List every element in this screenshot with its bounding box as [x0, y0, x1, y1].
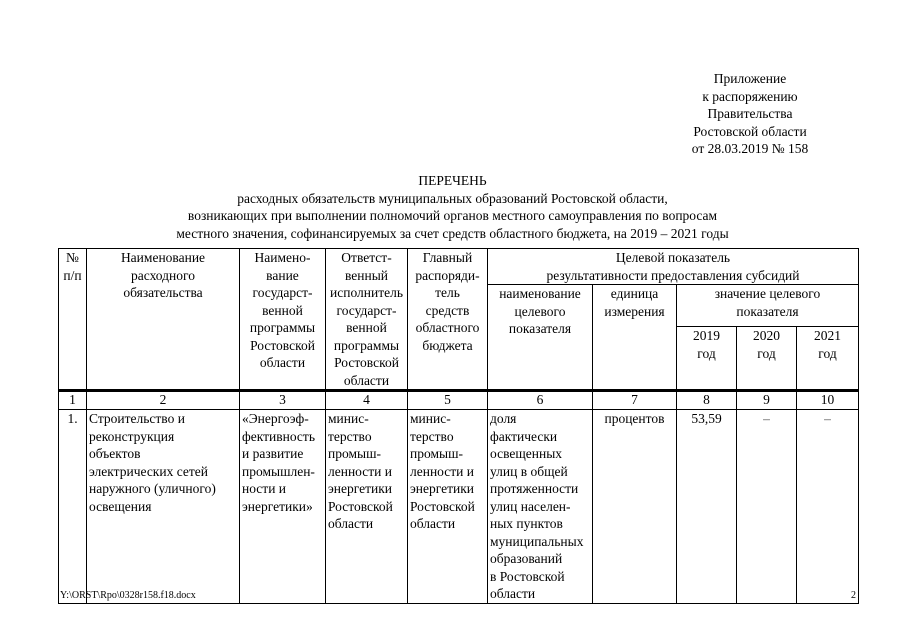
- header-2021: [797, 327, 859, 390]
- row-executor: [326, 410, 408, 604]
- document-subtitle: [120, 190, 785, 243]
- cell-line: расходного: [131, 267, 195, 283]
- cell-line: Ростовской: [250, 337, 315, 353]
- cell-line: освещения: [89, 498, 152, 514]
- approval-block: [640, 70, 860, 158]
- header-unit: [593, 285, 677, 390]
- column-number: 2: [87, 391, 240, 410]
- cell-line: улиц в общей: [490, 463, 568, 479]
- column-number: 10: [797, 391, 859, 410]
- cell-line: государст-: [252, 285, 313, 300]
- header-obligation: [87, 249, 240, 390]
- table-row: [59, 410, 859, 604]
- cell-line: реконструкция: [89, 428, 175, 444]
- cell-line: фективность: [242, 428, 315, 444]
- cell-line: исполнитель: [330, 285, 403, 300]
- cell-line: в Ростовской: [490, 568, 565, 584]
- obligations-table: [58, 248, 859, 604]
- column-number: 1: [59, 391, 87, 410]
- cell-line: программы: [333, 337, 400, 353]
- cell-line: фактически: [490, 428, 558, 444]
- cell-line: Целевой показатель: [615, 250, 731, 265]
- approval-line: от 28.03.2019 № 158: [691, 141, 809, 156]
- cell-line: области: [410, 516, 456, 531]
- header-manager: [408, 249, 488, 390]
- cell-line: венной: [346, 320, 387, 335]
- cell-line: электрических сетей: [89, 463, 208, 479]
- cell-line: Ответст-: [341, 250, 392, 265]
- approval-line: Ростовской области: [693, 123, 807, 139]
- cell-line: показателя: [736, 303, 799, 319]
- cell-line: обязательства: [123, 285, 203, 300]
- header-2020: [737, 327, 797, 390]
- cell-line: значение целевого: [714, 286, 821, 301]
- cell-line: Наимено-: [254, 250, 311, 265]
- column-numbers-row: [59, 391, 859, 410]
- row-indicator: [488, 410, 593, 604]
- cell-line: 2021: [814, 328, 841, 343]
- cell-line: области: [328, 516, 374, 531]
- subtitle-line: местного значения, софинансируемых за счет средств областного бюджета, на 2019 – 2021 годы: [176, 225, 729, 241]
- cell-line: программы: [249, 320, 316, 335]
- cell-line: ных пунктов: [490, 516, 563, 531]
- footer-file-path: Y:\ORST\Rpo\0328r158.f18.docx: [60, 590, 196, 601]
- cell-line: тель: [435, 285, 460, 300]
- subtitle-line: возникающих при выполнении полномочий органов местного самоуправления по вопросам: [187, 208, 718, 223]
- header-target-group: [488, 249, 859, 285]
- cell-line: результативности предоставления субсидий: [546, 267, 800, 283]
- cell-line: муниципальных: [490, 533, 584, 549]
- column-number: 7: [593, 391, 677, 410]
- document-heading: ПЕРЕЧЕНЬ: [418, 173, 487, 188]
- document-title-block: [120, 172, 785, 242]
- cell-line: образований: [490, 551, 563, 566]
- row-manager: [408, 410, 488, 604]
- column-number: 6: [488, 391, 593, 410]
- header-program: [240, 249, 326, 390]
- header-value-group: [677, 285, 859, 327]
- cell-line: и развитие: [242, 446, 304, 461]
- cell-line: год: [697, 345, 716, 361]
- cell-line: целевого: [514, 303, 566, 319]
- column-number: 9: [737, 391, 797, 410]
- cell-line: Строительство и: [89, 411, 185, 426]
- row-value-2020: –: [737, 410, 797, 604]
- cell-line: бюджета: [422, 337, 473, 353]
- cell-line: области: [259, 355, 306, 370]
- cell-line: «Энергоэф-: [242, 411, 309, 426]
- column-number: 8: [677, 391, 737, 410]
- row-program: [240, 410, 326, 604]
- cell-line: энергетики»: [242, 498, 313, 514]
- cell-line: ности и: [242, 481, 287, 496]
- cell-line: промышлен-: [242, 463, 315, 479]
- cell-line: Наименование: [120, 250, 206, 265]
- cell-line: год: [818, 345, 837, 361]
- header-row-1: [59, 249, 859, 285]
- cell-line: наименование: [499, 286, 581, 301]
- row-number: 1.: [59, 410, 87, 604]
- column-number: 4: [326, 391, 408, 410]
- cell-line: минис-: [410, 411, 451, 426]
- subtitle-line: расходных обязательств муниципальных образований Ростовской области,: [237, 190, 668, 206]
- approval-line: к распоряжению: [702, 88, 798, 104]
- cell-line: освещенных: [490, 446, 563, 461]
- cell-line: наружного (уличного): [89, 481, 216, 496]
- cell-line: единица: [610, 286, 659, 301]
- row-value-2021: –: [797, 410, 859, 604]
- cell-line: доля: [490, 411, 517, 426]
- cell-line: минис-: [328, 411, 369, 426]
- cell-line: терство: [410, 428, 454, 444]
- cell-line: терство: [328, 428, 372, 444]
- header-indicator-name: [488, 285, 593, 390]
- cell-line: Главный: [422, 250, 473, 265]
- cell-line: протяженности: [490, 481, 579, 496]
- cell-line: 2020: [753, 328, 780, 343]
- cell-line: промыш-: [410, 446, 463, 461]
- cell-line: 2019: [693, 328, 720, 343]
- cell-line: государст-: [336, 302, 397, 318]
- cell-line: объектов: [89, 446, 141, 461]
- cell-line: ленности и: [328, 463, 392, 479]
- header-2019: [677, 327, 737, 390]
- cell-line: области: [490, 586, 536, 601]
- header-no: [59, 249, 87, 390]
- cell-line: области: [343, 372, 390, 388]
- cell-line: улиц населен-: [490, 498, 571, 514]
- column-number: 3: [240, 391, 326, 410]
- cell-line: венный: [344, 267, 389, 283]
- approval-line: Правительства: [707, 106, 793, 121]
- row-value-2019: 53,59: [677, 410, 737, 604]
- header-executor: [326, 249, 408, 390]
- cell-line: Ростовской: [334, 355, 399, 370]
- cell-line: измерения: [604, 303, 665, 319]
- row-obligation: [87, 410, 240, 604]
- column-number: 5: [408, 391, 488, 410]
- cell-line: год: [757, 345, 776, 361]
- row-unit: процентов: [593, 410, 677, 604]
- cell-line: областного: [415, 320, 480, 335]
- approval-line: Приложение: [713, 71, 787, 86]
- cell-line: венной: [262, 302, 303, 318]
- cell-line: №: [66, 250, 79, 265]
- footer-page-number: 2: [851, 590, 856, 601]
- cell-line: энергетики: [328, 481, 393, 496]
- cell-line: вание: [266, 267, 299, 283]
- cell-line: Ростовской: [410, 498, 475, 514]
- cell-line: промыш-: [328, 446, 381, 461]
- cell-line: распоряди-: [415, 267, 480, 283]
- cell-line: ленности и: [410, 463, 474, 479]
- cell-line: показателя: [508, 321, 572, 336]
- cell-line: Ростовской: [328, 498, 393, 514]
- cell-line: средств: [425, 302, 470, 318]
- cell-line: энергетики: [410, 481, 475, 496]
- cell-line: п/п: [63, 267, 82, 283]
